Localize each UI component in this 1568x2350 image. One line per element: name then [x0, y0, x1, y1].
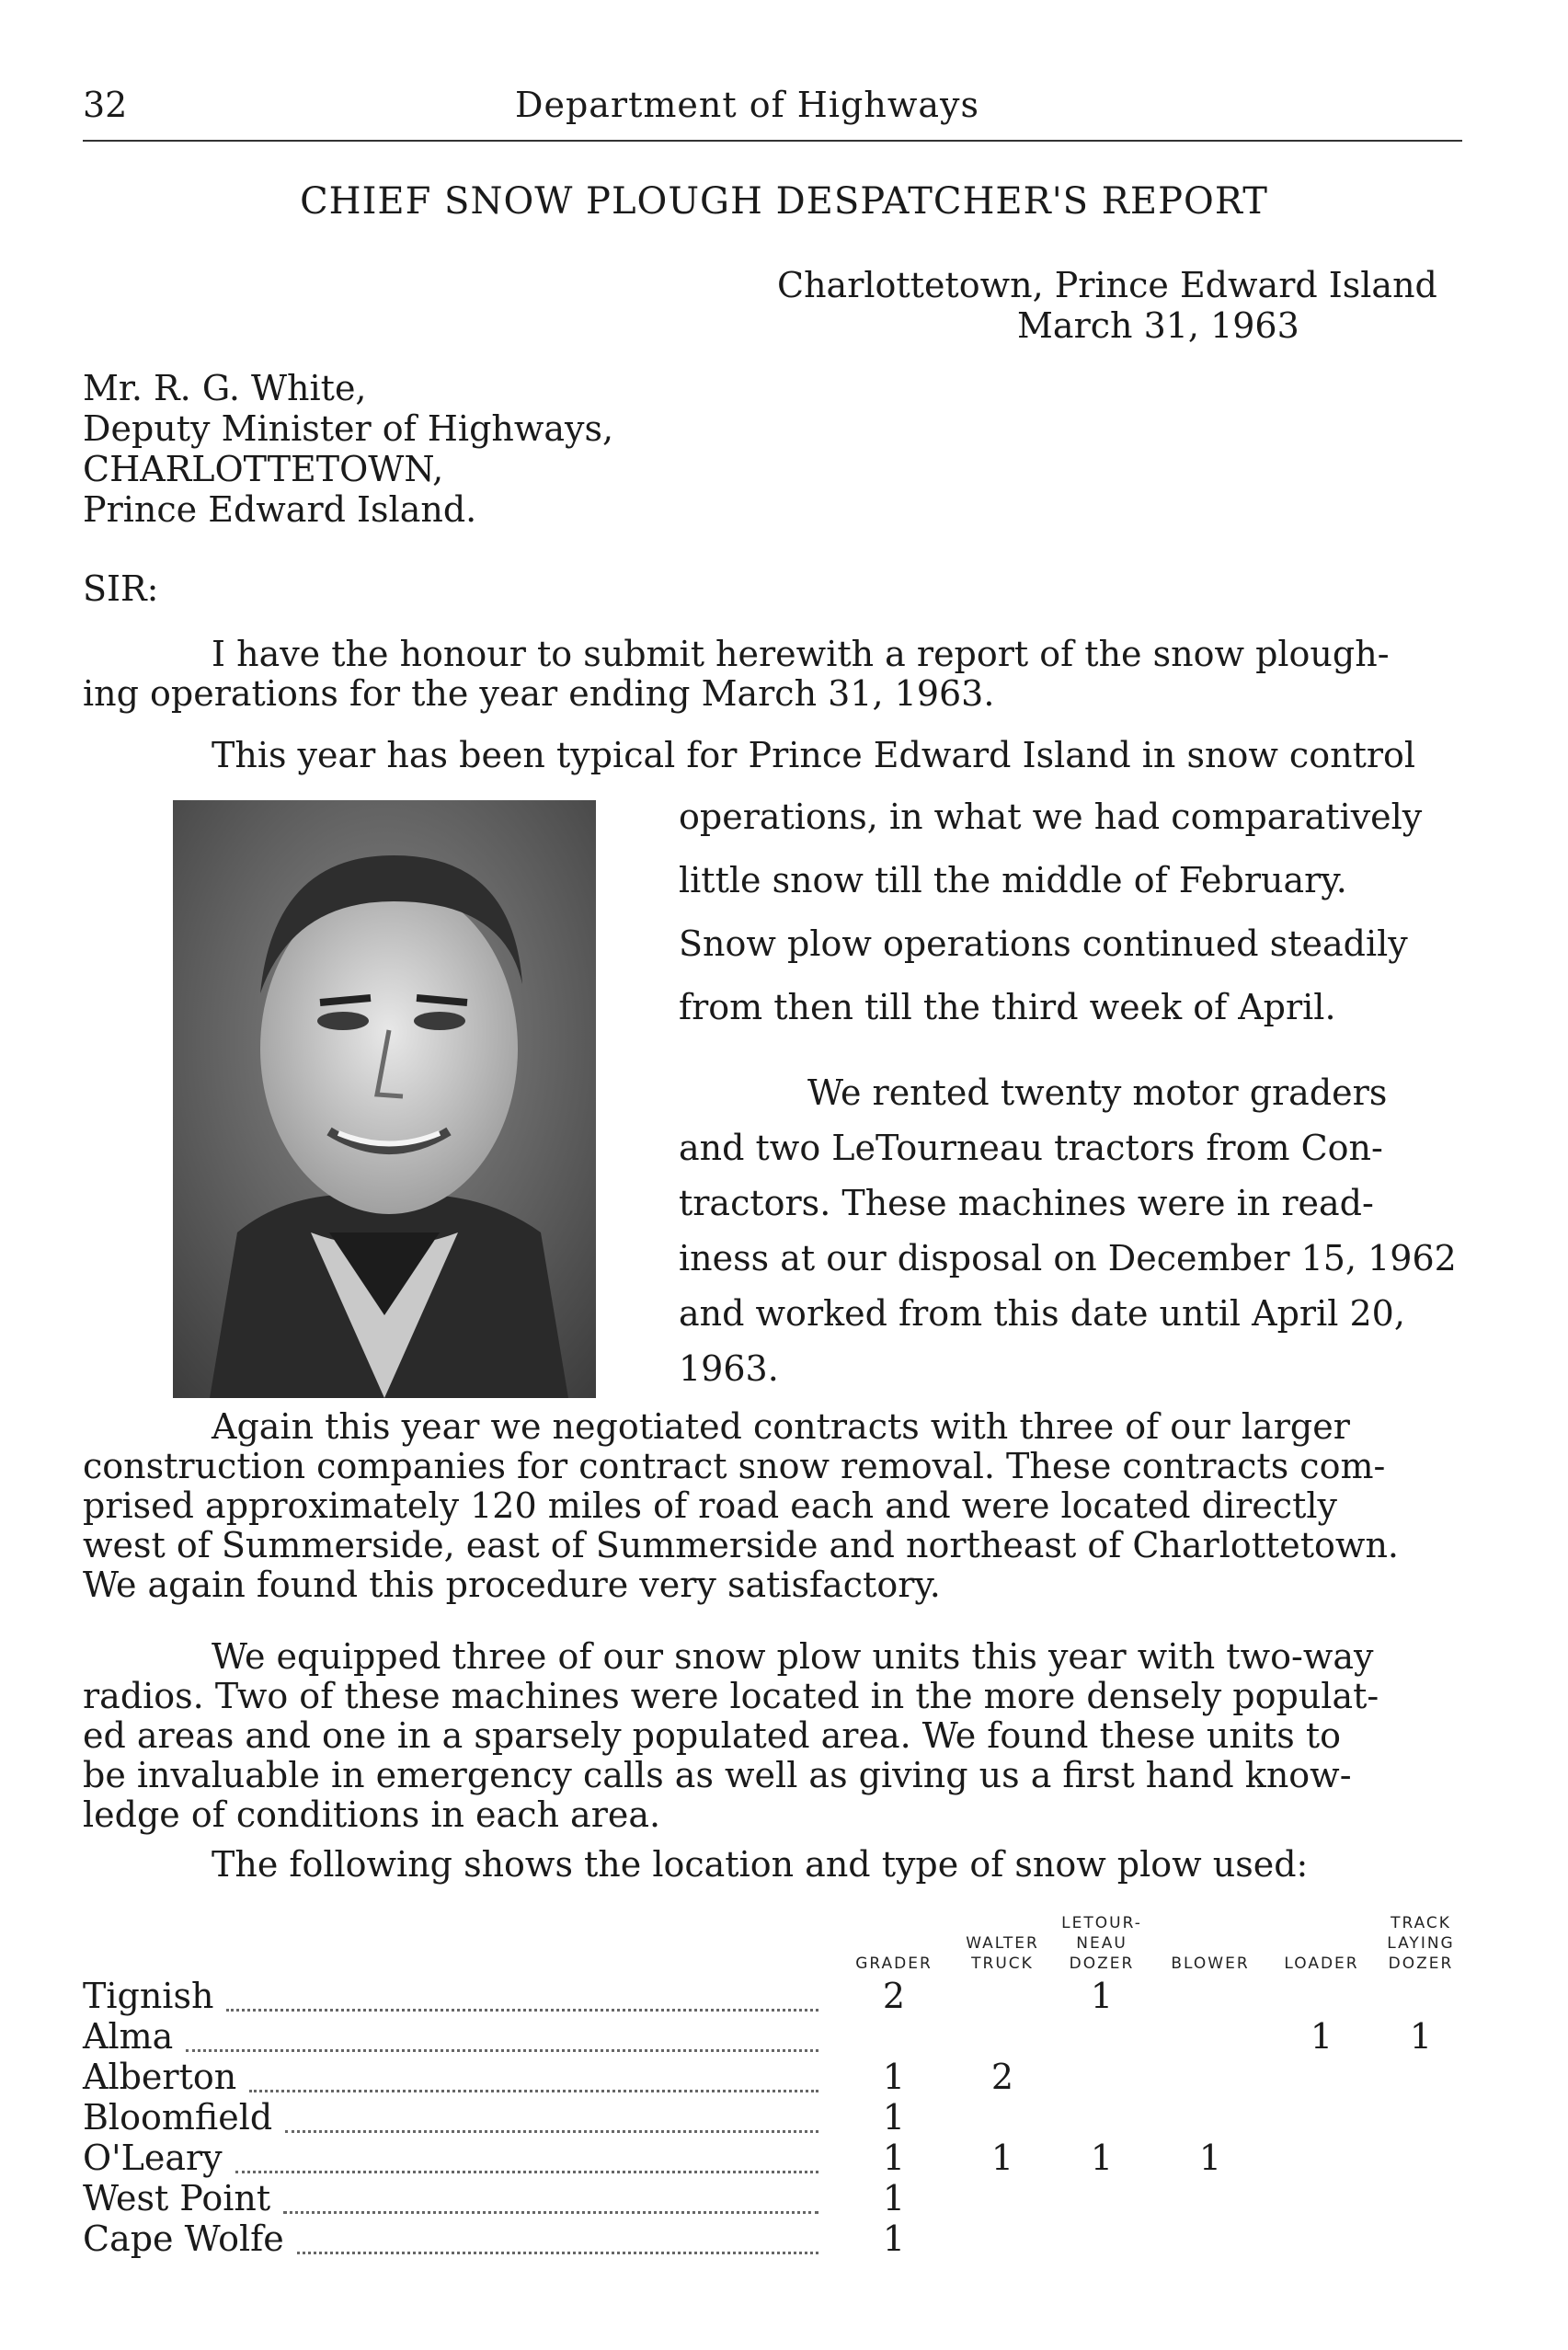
- paragraph-contracts: [83, 1407, 1467, 1605]
- table-cell: 1: [1198, 2138, 1222, 2178]
- text-line: We equipped three of our snow plow units this year with two-way: [212, 1636, 1374, 1677]
- location-label: O'Leary: [83, 2138, 223, 2178]
- column-header-line: DOZER: [1069, 1955, 1135, 1973]
- dot-leader: [235, 2169, 818, 2173]
- text-line: ledge of conditions in each area.: [83, 1794, 661, 1835]
- column-header-line: TRACK: [1391, 1914, 1451, 1932]
- dot-leader: [186, 2047, 818, 2052]
- side-text-line: We rented twenty motor graders: [807, 1072, 1388, 1113]
- location-label: Cape Wolfe: [83, 2218, 284, 2259]
- column-header-line: DOZER: [1388, 1955, 1454, 1973]
- column-header: [1042, 1913, 1162, 1974]
- report-place: Charlottetown, Prince Edward Island: [777, 265, 1437, 305]
- table-cell: 1: [1090, 1976, 1114, 2016]
- page-number: 32: [83, 85, 128, 125]
- table-intro: [83, 1845, 1467, 1885]
- table-cell: 1: [990, 2138, 1014, 2178]
- salutation: SIR:: [83, 568, 159, 609]
- dot-leader: [297, 2250, 818, 2254]
- paragraph-intro: [83, 635, 1467, 714]
- column-header-line: BLOWER: [1171, 1955, 1250, 1973]
- text-line: construction companies for contract snow removal. These contracts com-: [83, 1446, 1386, 1486]
- column-header-line: GRADER: [855, 1955, 933, 1973]
- column-header-line: LAYING: [1387, 1934, 1455, 1953]
- side-text-line: operations, in what we had comparatively: [679, 797, 1423, 837]
- text-line: prised approximately 120 miles of road each and were located directly: [83, 1485, 1337, 1526]
- text-line: Again this year we negotiated contracts with three of our larger: [212, 1406, 1350, 1447]
- table-cell: 1: [882, 2057, 906, 2097]
- side-text-line: tractors. These machines were in read-: [679, 1183, 1374, 1223]
- side-text-line: and two LeTourneau tractors from Con-: [679, 1128, 1383, 1168]
- text-line: radios. Two of these machines were located in the more densely populat-: [83, 1676, 1379, 1716]
- table-cell: 1: [1409, 2016, 1433, 2057]
- side-text-line: iness at our disposal on December 15, 1962: [679, 1238, 1457, 1278]
- address-line: Prince Edward Island.: [83, 489, 477, 530]
- text-line: I have the honour to submit herewith a report of the snow plough-: [212, 634, 1390, 674]
- column-header: [1361, 1913, 1481, 1974]
- table-cell: 1: [1310, 2016, 1333, 2057]
- text-line: We again found this procedure very satisfactory.: [83, 1565, 941, 1605]
- location-label: Alma: [83, 2016, 174, 2057]
- report-title: CHIEF SNOW PLOUGH DESPATCHER'S REPORT: [300, 180, 1268, 223]
- table-cell: 2: [882, 1976, 906, 2016]
- dot-leader: [285, 2128, 818, 2133]
- column-header-line: WALTER: [966, 1934, 1039, 1953]
- report-date: March 31, 1963: [1017, 305, 1299, 346]
- running-title: Department of Highways: [515, 85, 979, 125]
- portrait-photo: [173, 800, 596, 1398]
- text-line: west of Summerside, east of Summerside and northeast of Charlottetown.: [83, 1525, 1399, 1565]
- address-line: Deputy Minister of Highways,: [83, 408, 614, 449]
- location-label: Bloomfield: [83, 2097, 273, 2138]
- table-cell: 1: [1090, 2138, 1114, 2178]
- text-line: This year has been typical for Prince Edward Island in snow control: [212, 735, 1416, 775]
- side-text-line: and worked from this date until April 20,: [679, 1293, 1405, 1334]
- column-header-line: LOADER: [1284, 1955, 1359, 1973]
- dot-leader: [249, 2088, 818, 2092]
- address-line: CHARLOTTETOWN,: [83, 449, 444, 489]
- dot-leader: [283, 2209, 818, 2214]
- paragraph-first-line: [83, 736, 1467, 775]
- location-label: Alberton: [83, 2057, 237, 2097]
- table-cell: 1: [882, 2218, 906, 2259]
- text-line: ed areas and one in a sparsely populated area. We found these units to: [83, 1715, 1341, 1756]
- table-cell: 1: [882, 2097, 906, 2138]
- side-text-line: from then till the third week of April.: [679, 987, 1336, 1027]
- location-label: West Point: [83, 2178, 271, 2218]
- paragraph-radios: [83, 1637, 1467, 1835]
- portrait-icon: [173, 800, 596, 1398]
- text-line: be invaluable in emergency calls as well as giving us a first hand know-: [83, 1755, 1352, 1795]
- text-line: The following shows the location and type of snow plow used:: [212, 1844, 1309, 1885]
- side-text-line: little snow till the middle of February.: [679, 860, 1347, 900]
- column-header-line: LETOUR-: [1061, 1914, 1142, 1932]
- address-line: Mr. R. G. White,: [83, 368, 367, 408]
- text-line: ing operations for the year ending March 31, 1963.: [83, 673, 995, 714]
- table-cell: 1: [882, 2138, 906, 2178]
- table-cell: 1: [882, 2178, 906, 2218]
- dot-leader: [226, 2007, 818, 2012]
- column-header-line: TRUCK: [971, 1955, 1034, 1973]
- table-cell: 2: [990, 2057, 1014, 2097]
- side-text-line: Snow plow operations continued steadily: [679, 923, 1408, 964]
- column-header: [834, 1954, 954, 1974]
- column-header-line: NEAU: [1076, 1934, 1127, 1953]
- column-header: [1150, 1954, 1270, 1974]
- running-header: [83, 85, 1462, 142]
- side-text-line: 1963.: [679, 1348, 779, 1389]
- location-label: Tignish: [83, 1976, 214, 2016]
